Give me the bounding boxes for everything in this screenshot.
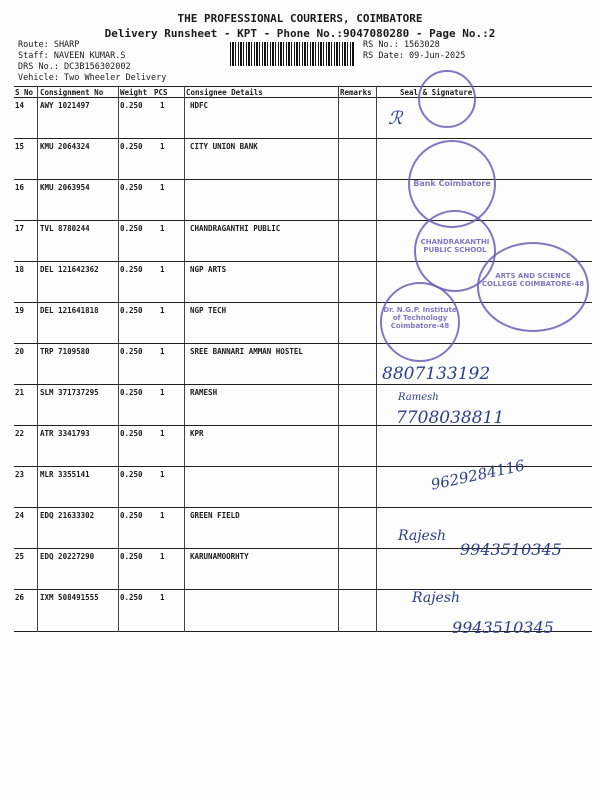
cell-consignee: CITY UNION BANK: [190, 142, 258, 151]
cell-sno: 24: [15, 511, 25, 520]
cell-sno: 21: [15, 388, 25, 397]
barcode: [230, 42, 355, 66]
cell-consignment: IXM 508491555: [40, 593, 99, 602]
col-header-remarks: Remarks: [340, 88, 372, 97]
cell-weight: 0.250: [120, 593, 143, 602]
company-title: THE PROFESSIONAL COURIERS, COIMBATORE: [177, 12, 423, 25]
cell-sno: 15: [15, 142, 25, 151]
cell-sno: 22: [15, 429, 25, 438]
cell-consignee: HDFC: [190, 101, 209, 110]
row-divider: [14, 425, 592, 426]
col-header-consignee: Consignee Details: [186, 88, 263, 97]
header-divider: [14, 97, 592, 98]
cell-sno: 18: [15, 265, 25, 274]
rs-number: RS No.: 1563028: [363, 40, 440, 50]
cell-sno: 14: [15, 101, 25, 110]
col-divider: [376, 86, 377, 632]
cell-pcs: 1: [160, 306, 165, 315]
cell-consignment: TRP 7109580: [40, 347, 90, 356]
col-divider: [37, 86, 38, 632]
row-divider: [14, 179, 592, 180]
cell-consignee: NGP TECH: [190, 306, 227, 315]
cell-weight: 0.250: [120, 347, 143, 356]
cell-pcs: 1: [160, 183, 165, 192]
cell-weight: 0.250: [120, 511, 143, 520]
cell-consignee: GREEN FIELD: [190, 511, 240, 520]
chandrakanthi-school-stamp: CHANDRAKANTHI PUBLIC SCHOOL: [414, 210, 496, 292]
table-border-top: [14, 86, 592, 87]
cell-sno: 20: [15, 347, 25, 356]
cell-weight: 0.250: [120, 265, 143, 274]
cell-consignee: CHANDRAGANTHI PUBLIC: [190, 224, 281, 233]
cell-pcs: 1: [160, 224, 165, 233]
route-label: Route: SHARP: [18, 40, 80, 50]
cell-consignee: KARUNAMOORHTY: [190, 552, 249, 561]
cell-consignment: EDQ 21633302: [40, 511, 95, 520]
cell-weight: 0.250: [120, 388, 143, 397]
cell-sno: 23: [15, 470, 25, 479]
phone-handwritten-4: 9943510345: [460, 540, 562, 559]
phone-handwritten-2: 7708038811: [396, 408, 505, 428]
row-divider: [14, 589, 592, 590]
cell-consignment: DEL 121642362: [40, 265, 99, 274]
rs-date: RS Date: 09-Jun-2025: [363, 51, 466, 61]
cell-consignment: KMU 2064324: [40, 142, 90, 151]
bank-seal-stamp: Bank Coimbatore: [408, 140, 496, 228]
col-header-sno: S No: [15, 88, 34, 97]
cell-sno: 19: [15, 306, 25, 315]
cell-weight: 0.250: [120, 552, 143, 561]
col-header-consignment: Consignment No: [40, 88, 104, 97]
cell-weight: 0.250: [120, 224, 143, 233]
cell-pcs: 1: [160, 429, 165, 438]
col-divider: [118, 86, 119, 632]
cell-consignment: EDQ 20227290: [40, 552, 95, 561]
cell-weight: 0.250: [120, 470, 143, 479]
cell-consignment: DEL 121641818: [40, 306, 99, 315]
drs-label: DRS No.: DC3B156302002: [18, 62, 131, 72]
cell-weight: 0.250: [120, 101, 143, 110]
staff-label: Staff: NAVEEN KUMAR.S: [18, 51, 126, 61]
cell-pcs: 1: [160, 552, 165, 561]
cell-weight: 0.250: [120, 183, 143, 192]
phone-handwritten-5: 9943510345: [452, 618, 554, 637]
cell-consignment: TVL 8780244: [40, 224, 90, 233]
name-handwritten-ramesh: Ramesh: [398, 392, 439, 403]
cell-sno: 25: [15, 552, 25, 561]
cell-consignment: MLR 3355141: [40, 470, 90, 479]
cell-consignment: AWY 1021497: [40, 101, 90, 110]
row-divider: [14, 384, 592, 385]
row-divider: [14, 343, 592, 344]
cell-consignee: SREE BANNARI AMMAN HOSTEL: [190, 347, 303, 356]
row-divider: [14, 138, 592, 139]
runsheet-subtitle: Delivery Runsheet - KPT - Phone No.:9047080280 - Page No.:2: [104, 27, 496, 40]
cell-consignee: RAMESH: [190, 388, 218, 397]
cell-weight: 0.250: [120, 306, 143, 315]
cell-pcs: 1: [160, 388, 165, 397]
signature-rajesh-2: Rajesh: [412, 590, 461, 606]
cell-sno: 26: [15, 593, 25, 602]
vehicle-label: Vehicle: Two Wheeler Delivery: [18, 73, 167, 83]
row-divider: [14, 220, 592, 221]
col-divider: [184, 86, 185, 632]
cell-pcs: 1: [160, 101, 165, 110]
cell-pcs: 1: [160, 470, 165, 479]
signature-rajesh-1: Rajesh: [398, 528, 447, 544]
cell-pcs: 1: [160, 593, 165, 602]
phone-handwritten-1: 8807133192: [382, 364, 491, 384]
phone-handwritten-3: 9629284116: [429, 456, 527, 494]
cell-pcs: 1: [160, 142, 165, 151]
cell-weight: 0.250: [120, 429, 143, 438]
cell-sno: 16: [15, 183, 25, 192]
row-divider: [14, 507, 592, 508]
cell-consignee: NGP ARTS: [190, 265, 227, 274]
cell-consignment: ATR 3341793: [40, 429, 90, 438]
col-header-pcs: PCS: [154, 88, 168, 97]
ngp-arts-college-stamp: ARTS AND SCIENCE COLLEGE COIMBATORE-48: [477, 242, 589, 332]
ngp-tech-institute-stamp: Dr. N.G.P. Institute of Technology Coimbatore-48: [380, 282, 460, 362]
cell-consignment: KMU 2063954: [40, 183, 90, 192]
col-header-seal-signature: Seal & Signature: [400, 88, 473, 97]
col-divider: [338, 86, 339, 632]
col-header-weight: Weight: [120, 88, 148, 97]
hdfc-seal-stamp: [418, 70, 476, 128]
cell-sno: 17: [15, 224, 25, 233]
cell-consignment: SLM 371737295: [40, 388, 99, 397]
cell-pcs: 1: [160, 511, 165, 520]
cell-weight: 0.250: [120, 142, 143, 151]
cell-consignee: KPR: [190, 429, 204, 438]
cell-pcs: 1: [160, 265, 165, 274]
signature-row14: ℛ: [388, 108, 403, 129]
cell-pcs: 1: [160, 347, 165, 356]
